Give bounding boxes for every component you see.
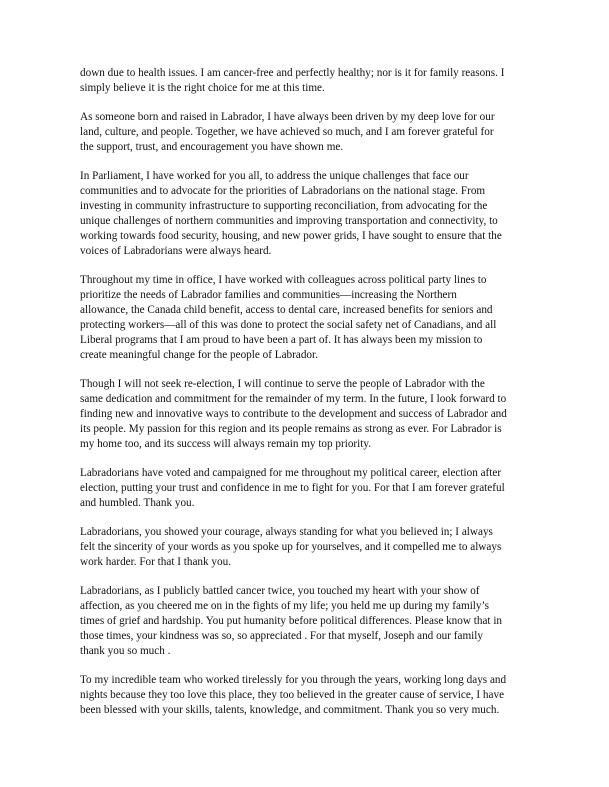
paragraph-not-seek-reelection: Though I will not seek re-election, I will continue to serve the people of Labrador with the same dedication and commitment for the remainder of my term. In the future, I look forward to finding new and innovative ways to contribute to the development and success of Labrador and its people. My passion for this region and its people remains as strong as ever. For Labrador is my home too, and its success will always remain my top priority. xyxy=(80,378,507,450)
paragraph-born-in-labrador: As someone born and raised in Labrador, I have always been driven by my deep love for our land, culture, and people. Together, we have achieved so much, and I am forever grateful for the support, trust, and encouragement you have shown me. xyxy=(80,111,495,153)
paragraph-parliament-work: In Parliament, I have worked for you all, to address the unique challenges that face our communities and to advocate for the priorities of Labradorians on the national stage. From investing in community infrastructure to supporting reconciliation, from advocating for the unique challenges of northern communities and improving transportation and connectivity, to working towards food security, housing, and new power grids, I have sought to ensure that the voices of Labradorians were always heard. xyxy=(80,170,502,257)
paragraph-team-thanks: To my incredible team who worked tirelessly for you through the years, working long days and nights because they too love this place, they too believed in the greater cause of service, I have been blessed with your skills, talents, knowledge, and commitment. Thank you so very much. xyxy=(80,674,507,716)
paragraph-cancer-battle: Labradorians, as I publicly battled cancer twice, you touched my heart with your show of affection, as you cheered me on in the fights of my life; you held me up during my family’s times of grief and hardship. You put humanity before political differences. Please know that in those times, your kindness was so, so appreciated . For that myself, Joseph and our family thank you so much . xyxy=(80,585,503,657)
paragraph-voters-thanks: Labradorians have voted and campaigned for me throughout my political career, election after election, putting your trust and confidence in me to fight for you. For that I am forever grateful and humbled. Thank you. xyxy=(80,467,505,509)
paragraph-time-in-office: Throughout my time in office, I have worked with colleagues across political party lines to prioritize the needs of Labrador families and communities—increasing the Northern allowance, the Canada child benefit, access to dental care, increased benefits for seniors and protecting workers—all of this was done to protect the social safety net of Canadians, and all Liberal programs that I am proud to have been a part of. It has always been my mission to create meaningful change for the people of Labrador. xyxy=(80,274,497,361)
letter-body xyxy=(80,66,546,732)
paragraph-courage: Labradorians, you showed your courage, always standing for what you believed in; I always felt the sincerity of your words as you spoke up for yourselves, and it compelled me to always work harder. For that I thank you. xyxy=(80,526,502,568)
paragraph-health-reasons: down due to health issues. I am cancer-free and perfectly healthy; nor is it for family reasons. I simply believe it is the right choice for me at this time. xyxy=(80,67,505,94)
